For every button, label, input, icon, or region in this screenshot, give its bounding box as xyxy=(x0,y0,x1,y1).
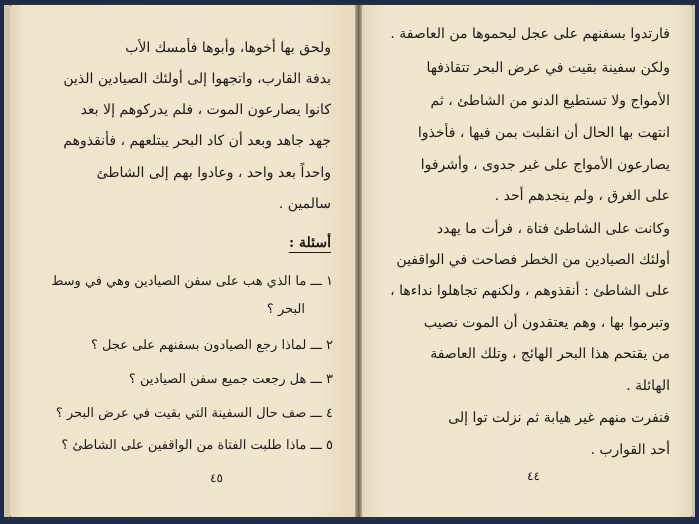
question-text: ـــ صف حال السفينة التي بقيت في عرض البحر ؟ xyxy=(55,406,322,421)
story-line: الهائلة . xyxy=(626,378,670,394)
book-spread xyxy=(4,3,695,520)
question-text: ـــ ماذا طلبت الفتاة من الواقفين على الشاطئ ؟ xyxy=(61,438,322,453)
page-number: ٤٤ xyxy=(527,469,540,483)
story-line: وتبرموا بها ، وهم يعتقدون أن الموت نصيب xyxy=(423,315,670,331)
question-item xyxy=(129,371,333,389)
story-line: على الغرق ، ولم ينجدهم أحد . xyxy=(494,188,670,204)
story-line: الأمواج ولا تستطيع الدنو من الشاطئ ، ثم xyxy=(430,93,670,109)
question-item xyxy=(61,437,333,455)
story-line: فنفرت منهم غير هيابة ثم نزلت توا إلى xyxy=(448,410,670,426)
story-line: وكانت على الشاطئ فتاة ، فرأت ما يهدد xyxy=(436,221,670,237)
question-number: ٢ xyxy=(326,338,333,353)
story-line: ولكن سفينة بقيت في عرض البحر تتقاذفها xyxy=(426,60,670,76)
book-gutter xyxy=(355,5,362,517)
question-text: ـــ لماذا رجع الصيادون بسفنهم على عجل ؟ xyxy=(90,338,322,353)
story-line: أحد القوارب . xyxy=(590,442,670,458)
story-line: سالمين . xyxy=(278,196,331,212)
question-item xyxy=(91,337,333,355)
question-number: ١ xyxy=(326,274,333,289)
story-line: واحداً بعد واحد ، وعادوا بهم إلى الشاطئ xyxy=(96,165,331,181)
left-page xyxy=(10,5,355,517)
story-line: انتهت بها الحال أن انقلبت بمن فيها ، فأخذوا xyxy=(417,125,670,141)
story-line: أولئك الصيادين من الخطر فصاحت في الواقفين xyxy=(396,252,670,268)
story-line: من يقتحم هذا البحر الهائج ، وتلك العاصفة xyxy=(430,346,670,362)
story-line: بدفة القارب، واتجهوا إلى أولئك الصيادين الذين xyxy=(63,71,331,87)
questions-heading: أسئلة : xyxy=(288,235,331,251)
story-line: فارتدوا بسفنهم على عجل ليحموها من العاصفة . xyxy=(390,26,670,42)
right-page xyxy=(362,5,692,517)
question-number: ٥ xyxy=(326,438,333,453)
question-text: ـــ ما الذي هب على سفن الصيادين وهي في وسط xyxy=(51,274,322,289)
story-line: يصارعون الأمواج على غير جدوى ، وأشرفوا xyxy=(420,157,670,173)
story-line: كانوا يصارعون الموت ، فلم يدركوهم إلا بعد xyxy=(80,102,331,118)
page-edges-right xyxy=(692,5,695,517)
question-text: ـــ هل رجعت جميع سفن الصيادين ؟ xyxy=(128,372,322,387)
question-number: ٤ xyxy=(326,406,333,421)
question-number: ٣ xyxy=(326,372,333,387)
story-line: على الشاطئ : أنقذوهم ، ولكنهم تجاهلوا نداءها ، xyxy=(390,283,670,299)
story-line: جهد جاهد وبعد أن كاد البحر يبتلعهم ، فأنقذوهم xyxy=(63,133,331,149)
question-item xyxy=(51,273,333,291)
story-line: ولحق بها أخوها، وأبوها فأمسك الأب xyxy=(125,40,331,56)
question-continuation: البحر ؟ xyxy=(266,302,305,317)
page-number: ٤٥ xyxy=(210,471,223,485)
question-item xyxy=(56,405,333,423)
